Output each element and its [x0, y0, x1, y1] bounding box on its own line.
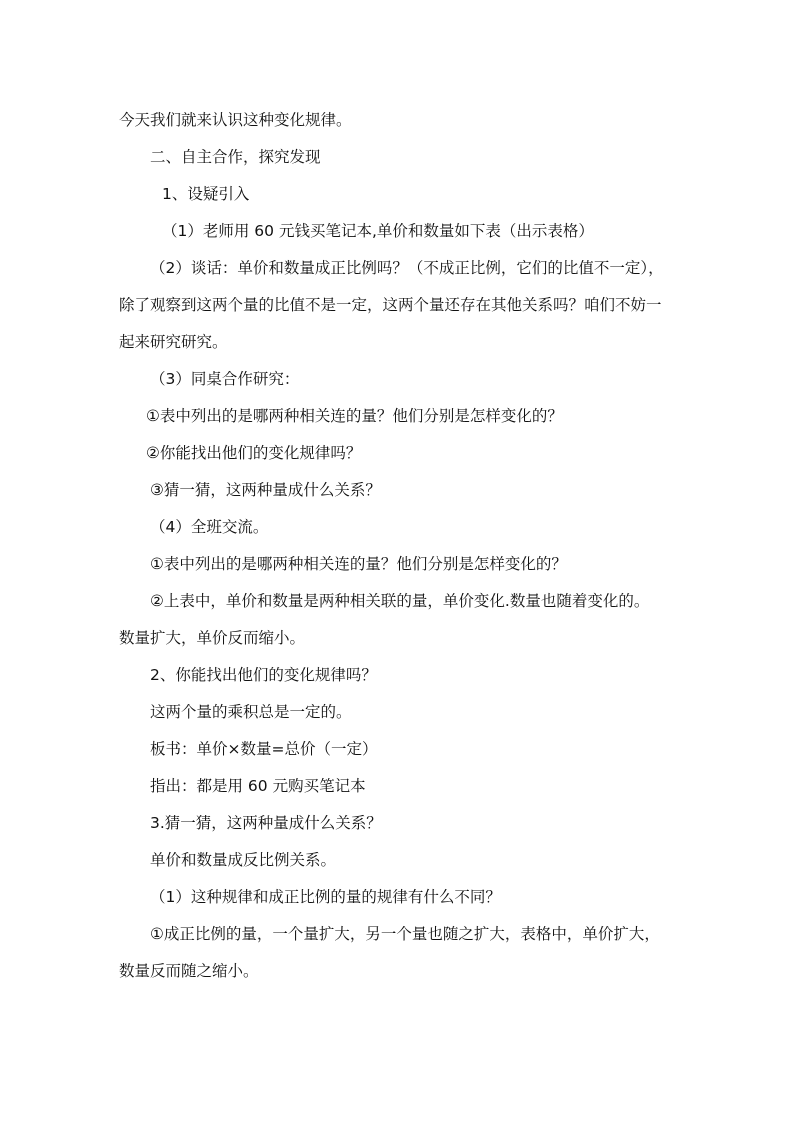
paragraph-line: 指出：都是用 60 元购买笔记本: [150, 777, 366, 795]
paragraph-line: （4）全班交流。: [150, 518, 269, 536]
paragraph-line: （2）谈话：单价和数量成正比例吗？（不成正比例，它们的比值不一定），: [150, 259, 664, 277]
subsection-heading: 1、设疑引入: [162, 185, 250, 203]
list-item: ①成正比例的量，一个量扩大，另一个量也随之扩大，表格中，单价扩大，: [150, 925, 660, 943]
paragraph-line: 这两个量的乘积总是一定的。: [150, 703, 352, 721]
paragraph-line: 今天我们就来认识这种变化规律。: [119, 111, 352, 129]
paragraph-line: 起来研究研究。: [119, 333, 228, 351]
paragraph-line: 板书：单价×数量=总价（一定）: [150, 740, 378, 758]
list-item: ①表中列出的是哪两种相关连的量？他们分别是怎样变化的？: [146, 407, 563, 425]
paragraph-line: （1）老师用 60 元钱买笔记本,单价和数量如下表（出示表格）: [162, 222, 594, 240]
paragraph-line: 单价和数量成反比例关系。: [150, 851, 337, 869]
list-item: ②你能找出他们的变化规律吗？: [146, 444, 362, 462]
list-item: ①表中列出的是哪两种相关连的量？他们分别是怎样变化的？: [150, 555, 567, 573]
section-heading: 二、自主合作，探究发现: [150, 148, 321, 166]
paragraph-line: 数量扩大，单价反而缩小。: [119, 629, 306, 647]
list-item: ③猜一猜，这两种量成什么关系？: [150, 481, 381, 499]
list-item: ②上表中，单价和数量是两种相关联的量，单价变化.数量也随着变化的。: [150, 592, 650, 610]
paragraph-line: （3）同桌合作研究：: [150, 370, 300, 388]
paragraph-line: （1）这种规律和成正比例的量的规律有什么不同？: [150, 888, 501, 906]
subsection-heading: 2、你能找出他们的变化规律吗？: [150, 666, 377, 684]
subsection-heading: 3.猜一猜，这两种量成什么关系？: [150, 814, 382, 832]
paragraph-line: 除了观察到这两个量的比值不是一定，这两个量还存在其他关系吗？咱们不妨一: [119, 296, 662, 314]
paragraph-line: 数量反而随之缩小。: [119, 962, 259, 980]
